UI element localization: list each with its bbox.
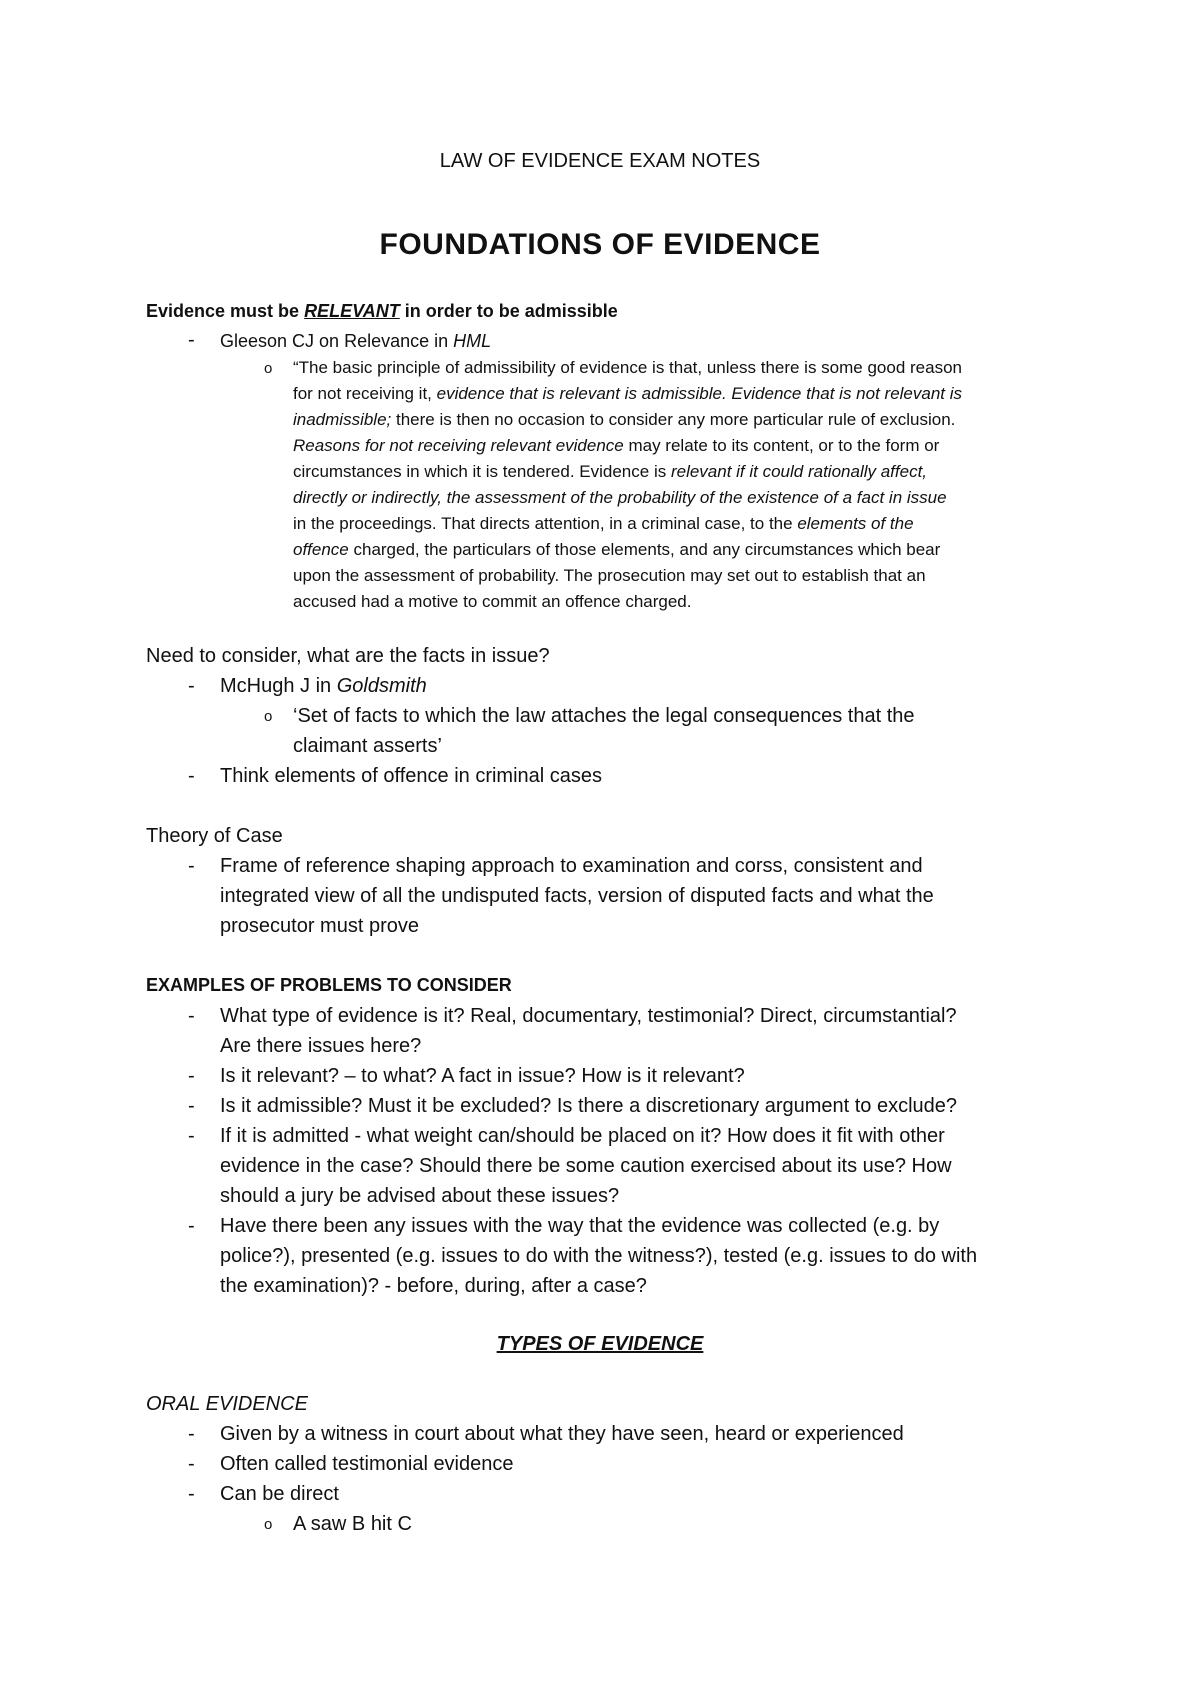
facts-sub-quote-line-1: ‘Set of facts to which the law attaches the legal consequences that the <box>293 705 915 727</box>
examples-heading: EXAMPLES OF PROBLEMS TO CONSIDER <box>146 975 512 995</box>
dash-bullet: - <box>188 765 195 787</box>
dash-bullet: - <box>188 675 195 697</box>
quote-line <box>293 488 947 508</box>
circle-bullet: o <box>264 360 273 377</box>
facts-lead: Need to consider, what are the facts in issue? <box>146 645 550 667</box>
relevance-item-gleeson <box>220 331 491 352</box>
quote-emphasis: relevant if it could rationally affect, <box>670 462 928 481</box>
circle-bullet: o <box>264 708 273 725</box>
example-item-line: Is it relevant? – to what? A fact in issue? How is it relevant? <box>220 1065 745 1087</box>
mchugh-text: McHugh J in <box>220 675 337 697</box>
dash-bullet: - <box>188 1005 195 1027</box>
theory-line-3: prosecutor must prove <box>220 915 419 937</box>
example-item-line: should a jury be advised about these issues? <box>220 1185 620 1207</box>
oral-item-3: Can be direct <box>220 1483 339 1505</box>
dash-bullet: - <box>188 1125 195 1147</box>
quote-emphasis: Reasons for not receiving relevant evidence <box>293 436 624 455</box>
quote-emphasis: elements of the <box>797 514 914 533</box>
dash-bullet: - <box>188 855 195 877</box>
dash-bullet: - <box>188 1095 195 1117</box>
dash-bullet: - <box>188 1483 195 1505</box>
quote-line <box>293 540 940 560</box>
theory-lead: Theory of Case <box>146 825 283 847</box>
dash-bullet: - <box>188 329 195 351</box>
quote-text: for not receiving it, <box>293 384 437 403</box>
quote-line <box>293 410 955 430</box>
section-heading-foundations: FOUNDATIONS OF EVIDENCE <box>379 228 821 261</box>
dash-bullet: - <box>188 1423 195 1445</box>
example-item-line: the examination)? - before, during, after a case? <box>220 1275 647 1297</box>
document-title: LAW OF EVIDENCE EXAM NOTES <box>439 150 761 172</box>
dash-bullet: - <box>188 1453 195 1475</box>
example-item-line: Are there issues here? <box>220 1035 422 1057</box>
case-name-goldsmith: Goldsmith <box>336 675 427 697</box>
quote-emphasis: directly or indirectly, the assessment of the probability of the existence of a fact in issue <box>293 488 947 507</box>
quote-text: accused had a motive to commit an offence charged. <box>293 592 692 611</box>
quote-text: “The basic principle of admissibility of evidence is that, unless there is some good reason <box>293 358 963 377</box>
quote-emphasis: offence <box>293 540 349 559</box>
quote-text: charged, the particulars of those elements, and any circumstances which bear <box>348 540 941 559</box>
dash-bullet: - <box>188 1215 195 1237</box>
example-item-line: Is it admissible? Must it be excluded? Is there a discretionary argument to exclude? <box>220 1095 958 1117</box>
example-item-line: What type of evidence is it? Real, documentary, testimonial? Direct, circumstantial? <box>220 1005 957 1027</box>
quote-line <box>293 566 926 586</box>
quote-line <box>293 358 962 378</box>
quote-line <box>293 514 914 534</box>
quote-text: there is then no occasion to consider any more particular rule of exclusion. <box>391 410 956 429</box>
example-item-line: Have there been any issues with the way that the evidence was collected (e.g. by <box>220 1215 940 1237</box>
case-name-hml: HML <box>453 331 492 351</box>
oral-item-1: Given by a witness in court about what they have seen, heard or experienced <box>220 1423 904 1445</box>
example-item-line: police?), presented (e.g. issues to do with the witness?), tested (e.g. issues to do with <box>220 1245 978 1267</box>
relevance-lead-text: Evidence must be <box>146 301 305 321</box>
theory-line-2: integrated view of all the undisputed facts, version of disputed facts and what the <box>220 885 934 907</box>
gleeson-text: Gleeson CJ on Relevance in <box>220 331 454 351</box>
relevance-lead <box>146 301 618 322</box>
quote-line <box>293 436 939 456</box>
quote-text: in the proceedings. That directs attention, in a criminal case, to the <box>293 514 798 533</box>
section-heading-types: TYPES OF EVIDENCE <box>496 1333 704 1355</box>
oral-sub-item: A saw B hit C <box>293 1513 412 1535</box>
quote-text: circumstances in which it is tendered. Evidence is <box>293 462 671 481</box>
quote-line <box>293 384 962 404</box>
example-item-line: If it is admitted - what weight can/should be placed on it? How does it fit with other <box>220 1125 945 1147</box>
relevance-emphasis: RELEVANT <box>304 301 400 321</box>
facts-item-mchugh <box>220 675 427 698</box>
circle-bullet: o <box>264 1516 273 1533</box>
quote-emphasis: evidence that is relevant is admissible. Evidence that is not relevant is <box>436 384 963 403</box>
quote-line <box>293 592 691 612</box>
theory-line-1: Frame of reference shaping approach to examination and corss, consistent and <box>220 855 923 877</box>
example-item-line: evidence in the case? Should there be some caution exercised about its use? How <box>220 1155 952 1177</box>
dash-bullet: - <box>188 1065 195 1087</box>
quote-text: upon the assessment of probability. The prosecution may set out to establish that an <box>293 566 926 585</box>
facts-sub-quote-line-2: claimant asserts’ <box>293 735 442 757</box>
quote-emphasis: inadmissible; <box>293 410 392 429</box>
relevance-lead-tail: in order to be admissible <box>399 301 618 321</box>
quote-text: may relate to its content, or to the form or <box>623 436 940 455</box>
oral-item-2: Often called testimonial evidence <box>220 1453 514 1475</box>
facts-item-elements: Think elements of offence in criminal cases <box>220 765 603 787</box>
quote-line <box>293 462 927 482</box>
oral-evidence-heading: ORAL EVIDENCE <box>146 1393 308 1415</box>
